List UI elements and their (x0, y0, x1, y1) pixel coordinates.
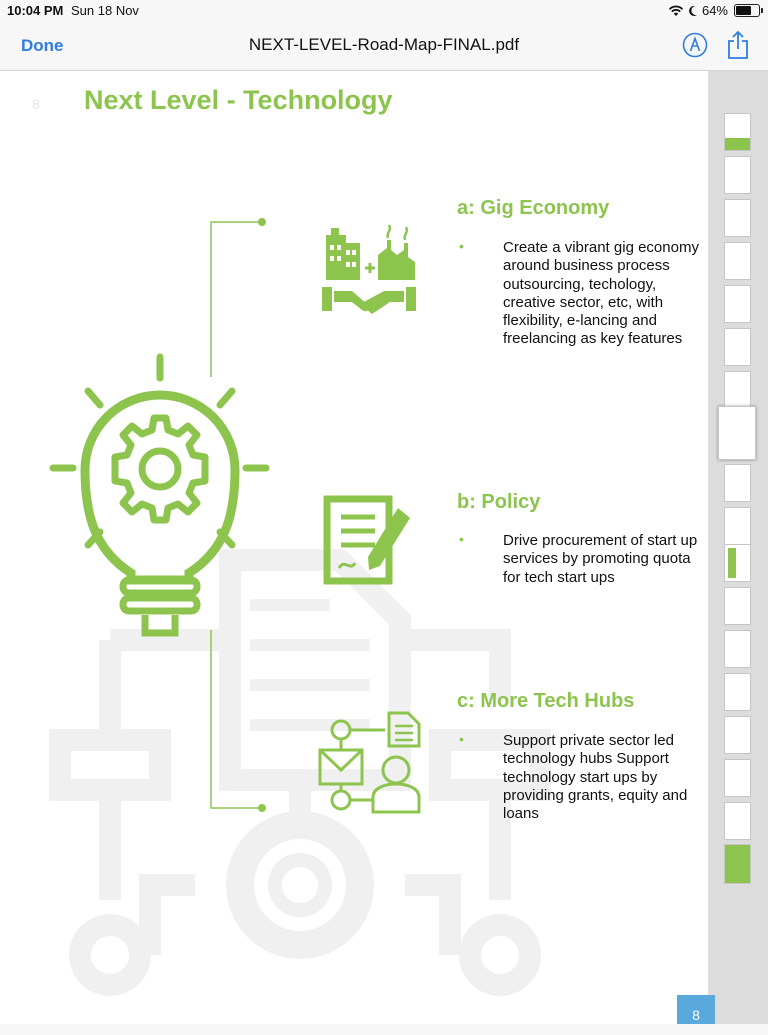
page-thumbnail[interactable] (724, 587, 751, 625)
background-watermark (60, 560, 540, 985)
page-thumbnail[interactable] (724, 844, 751, 884)
wifi-icon (668, 5, 684, 17)
page-thumbnail[interactable] (724, 156, 751, 194)
battery-percent: 64% (701, 3, 728, 18)
page-thumbnail[interactable] (724, 759, 751, 797)
nav-bar (0, 22, 768, 71)
page-thumbnail[interactable] (724, 113, 751, 151)
markup-icon[interactable] (682, 32, 708, 58)
pdf-page[interactable] (0, 71, 708, 1024)
section-c-text: Support private sector led technology hubs Support technology start ups by providing grants, equity and loans (503, 732, 688, 823)
section-c-bullet: • (459, 731, 464, 747)
section-a-title: a: Gig Economy (457, 197, 610, 219)
page-thumbnail[interactable] (724, 199, 751, 237)
page-thumbnail-current[interactable] (718, 406, 756, 460)
status-bar (0, 0, 768, 22)
moon-icon (688, 5, 698, 17)
connector-dot-bottom (258, 804, 266, 812)
share-icon[interactable] (726, 30, 750, 60)
connector-dot-top (258, 218, 266, 226)
page-thumbnail[interactable] (724, 673, 751, 711)
page-heading: Next Level - Technology (84, 85, 393, 115)
battery-fill (736, 6, 751, 15)
page-thumbnail[interactable] (724, 802, 751, 840)
buildings-handshake-icon (322, 225, 416, 314)
thumbnail-strip[interactable] (708, 71, 768, 1024)
watermark-number: 8 (32, 96, 41, 112)
section-a-bullet: • (459, 238, 464, 254)
status-right (668, 3, 760, 18)
status-date: Sun 18 Nov (71, 3, 139, 18)
page-thumbnail[interactable] (724, 544, 751, 582)
page-thumbnail[interactable] (724, 371, 751, 409)
section-b-text: Drive procurement of start up services by promoting quota for tech start ups (503, 532, 698, 586)
page-thumbnail[interactable] (724, 285, 751, 323)
page-thumbnail[interactable] (724, 630, 751, 668)
section-b-title: b: Policy (457, 491, 541, 513)
section-c-title: c: More Tech Hubs (457, 690, 635, 712)
section-a-text: Create a vibrant gig economy around business process outsourcing, techology, creative sector, etc, with flexibility, e-lancing and freelancing as key features (503, 239, 699, 348)
done-button[interactable]: Done (21, 36, 64, 55)
page-thumbnail[interactable] (724, 328, 751, 366)
page-thumbnail[interactable] (724, 242, 751, 280)
page-thumbnail[interactable] (724, 716, 751, 754)
battery-icon (734, 4, 760, 17)
document-title: NEXT-LEVEL-Road-Map-FINAL.pdf (248, 35, 520, 54)
page-thumbnail[interactable] (724, 464, 751, 502)
page-thumbnail[interactable] (724, 507, 751, 545)
section-b-bullet: • (459, 531, 464, 547)
status-time: 10:04 PM (7, 3, 64, 18)
page-number-badge: 8 (677, 995, 715, 1024)
